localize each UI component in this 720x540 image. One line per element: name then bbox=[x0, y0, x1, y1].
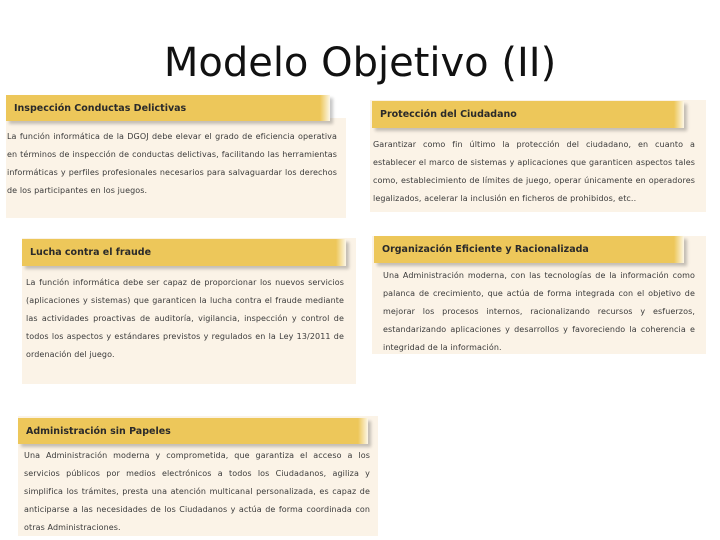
section-heading: Protección del Ciudadano bbox=[372, 101, 684, 128]
section-body: Garantizar como fin último la protección del ciudadano, en cuanto a establecer el marco de sistemas y aplicaciones que garanticen aspectos tales como, establecimiento de límites de juego, operar únicamente en operadores legalizados, acelerar la inclusión en ficheros de prohibidos, etc.. bbox=[373, 140, 695, 203]
section-body: La función informática debe ser capaz de proporcionar los nuevos servicios (aplicaciones y sistemas) que garanticen la lucha contra el fraude mediante las actividades proactivas de auditoría, vigilancia, inspección y control de todos los aspectos y estándares previstos y regulados en la Ley 13/2011 de ordenación del juego. bbox=[26, 278, 344, 359]
section-heading: Administración sin Papeles bbox=[18, 418, 368, 444]
section-body: Una Administración moderna y comprometida, que garantiza el acceso a los servicios públicos por medios electrónicos a todos los Ciudadanos, agiliza y simplifica los trámites, presta una atención multicanal personalizada, es capaz de anticiparse a las necesidades de los Ciudadanos y actúa de forma coordinada con otras Administraciones. bbox=[24, 451, 370, 532]
section-body: La función informática de la DGOJ debe elevar el grado de eficiencia operativa en términos de inspección de conductas delictivas, facilitando las herramientas informáticas y perfiles profesionales necesarios para salvaguardar los derechos de los participantes en los juegos. bbox=[7, 132, 337, 195]
page-title: Modelo Objetivo (II) bbox=[163, 40, 557, 86]
section-body: Una Administración moderna, con las tecnologías de la información como palanca de crecimiento, que actúa de forma integrada con el objetivo de mejorar los procesos internos, racionalizando recursos y esfuerzos, estandarizando aplicaciones y desarrollos y favoreciendo la coherencia e integridad de la información. bbox=[383, 271, 695, 352]
section-heading: Lucha contra el fraude bbox=[22, 239, 346, 266]
section-heading: Inspección Conductas Delictivas bbox=[6, 95, 330, 121]
section-heading: Organización Eficiente y Racionalizada bbox=[374, 236, 684, 263]
